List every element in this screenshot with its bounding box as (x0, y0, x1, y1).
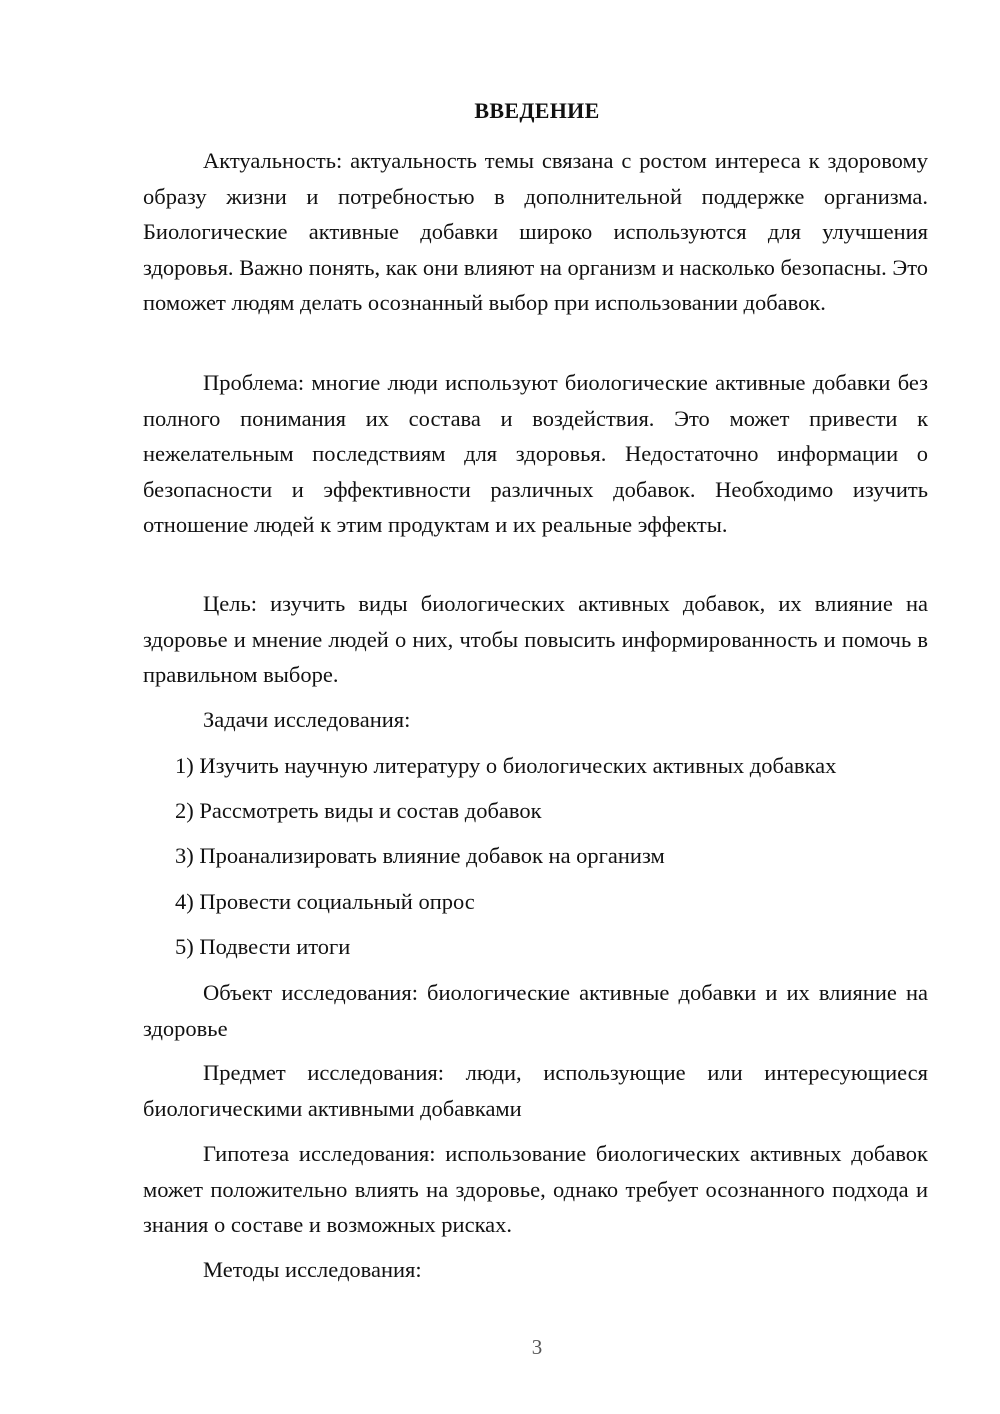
problem-paragraph: Проблема: многие люди используют биологические активные добавки без полного понимания их состава и воздействия. Это может привести к нежелательным последствиям для здоровья. Недостаточно информации о безопасности и эффективности различных добавок. Необходимо изучить отношение людей к этим продуктам и их реальные эффекты. (143, 370, 928, 537)
tasks-heading: Задачи исследования: (203, 707, 411, 732)
task-item: 3) Проанализировать влияние добавок на организм (175, 843, 665, 868)
task-item: 2) Рассмотреть виды и состав добавок (175, 798, 542, 823)
page-number: 3 (531, 1335, 543, 1359)
section-title: ВВЕДЕНИЕ (474, 98, 600, 123)
relevance-paragraph: Актуальность: актуальность темы связана с ростом интереса к здоровому образу жизни и потребностью в дополнительной поддержке организма. Биологические активные добавки широко используются для улучшения здоровья. Важно понять, как они влияют на организм и насколько безопасны. Это поможет людям делать осознанный выбор при использовании добавок. (143, 148, 928, 315)
task-item: 5) Подвести итоги (175, 934, 351, 959)
object-paragraph: Объект исследования: биологические активные добавки и их влияние на здоровье (143, 980, 928, 1041)
methods-heading: Методы исследования: (203, 1257, 422, 1282)
goal-paragraph: Цель: изучить виды биологических активных добавок, их влияние на здоровье и мнение людей о них, чтобы повысить информированность и помочь в правильном выборе. (143, 591, 928, 687)
task-item: 4) Провести социальный опрос (175, 889, 475, 914)
subject-paragraph: Предмет исследования: люди, использующие или интересующиеся биологическими активными добавками (143, 1060, 928, 1121)
task-item: 1) Изучить научную литературу о биологических активных добавках (175, 753, 837, 778)
hypothesis-paragraph: Гипотеза исследования: использование биологических активных добавок может положительно влиять на здоровье, однако требует осознанного подхода и знания о составе и возможных рисках. (143, 1141, 928, 1237)
